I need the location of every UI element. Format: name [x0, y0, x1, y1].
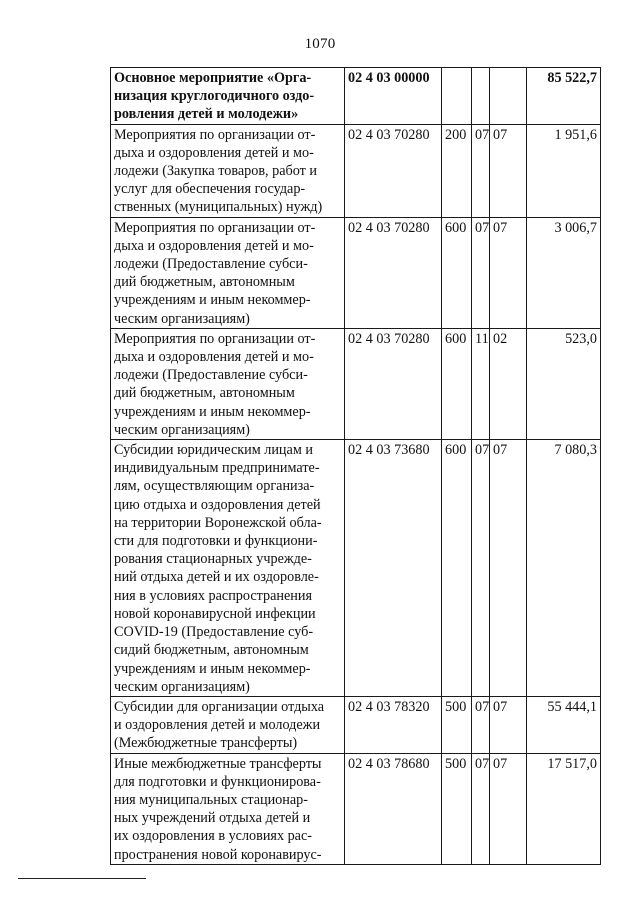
- table-row-main-activity: [111, 68, 601, 125]
- row-subsection: 07: [490, 124, 527, 217]
- row-section: [472, 68, 490, 125]
- row-code: 02 4 03 73680: [345, 440, 442, 697]
- row-expense-type: 500: [442, 696, 472, 753]
- row-section: 07: [472, 440, 490, 697]
- table-row: [111, 217, 601, 328]
- row-name: Субсидии для организации отдыха и оздоровления детей и молодежи (Межбюджетные трансферты): [111, 696, 345, 753]
- row-subsection: 07: [490, 753, 527, 864]
- row-section: 07: [472, 124, 490, 217]
- table-row: [111, 124, 601, 217]
- row-name: Иные межбюджетные трансферты для подготовки и функционирова- ния муниципальных стационар- ных учреждений отдыха детей и их оздоровления в условиях рас- пространения новой коронавирус-: [111, 753, 345, 864]
- row-expense-type: 500: [442, 753, 472, 864]
- footer-rule: [18, 878, 146, 879]
- row-sum: 523,0: [527, 328, 601, 439]
- row-sum: 1 951,6: [527, 124, 601, 217]
- row-expense-type: 200: [442, 124, 472, 217]
- row-subsection: 07: [490, 217, 527, 328]
- table-row: [111, 328, 601, 439]
- table-row: [111, 696, 601, 753]
- row-expense-type: 600: [442, 440, 472, 697]
- budget-table: [110, 67, 601, 865]
- row-code: 02 4 03 78680: [345, 753, 442, 864]
- row-sum: 3 006,7: [527, 217, 601, 328]
- table-row: [111, 753, 601, 864]
- row-sum: 55 444,1: [527, 696, 601, 753]
- row-code: 02 4 03 70280: [345, 328, 442, 439]
- row-section: 07: [472, 217, 490, 328]
- table-row: [111, 440, 601, 697]
- row-code: 02 4 03 78320: [345, 696, 442, 753]
- page-number: 1070: [304, 36, 336, 52]
- row-expense-type: 600: [442, 328, 472, 439]
- row-name: Мероприятия по организации от- дыха и оздоровления детей и мо- лодежи (Предоставление субси- дий бюджетным, автономным учреждениям и иным некоммер- ческим организациям): [111, 217, 345, 328]
- row-subsection: 07: [490, 440, 527, 697]
- row-name: Субсидии юридическим лицам и индивидуальным предпринимате- лям, осуществляющим организа- цию отдыха и оздоровления детей на территории Воронежской обла- сти для подготовки и функциони- рования стационарных учрежде- ний отдыха детей и их оздоровле- ния в условиях распространения новой коронавирусной инфекции COVID-19 (Предоставление суб- сидий бюджетным, автономным учреждениям и иным некоммер- ческим организациям): [111, 440, 345, 697]
- row-expense-type: [442, 68, 472, 125]
- row-name: Мероприятия по организации от- дыха и оздоровления детей и мо- лодежи (Закупка товаров, работ и услуг для обеспечения государ- ственных (муниципальных) нужд): [111, 124, 345, 217]
- row-code: 02 4 03 00000: [345, 68, 442, 125]
- row-code: 02 4 03 70280: [345, 124, 442, 217]
- row-section: 07: [472, 753, 490, 864]
- row-subsection: [490, 68, 527, 125]
- row-sum: 85 522,7: [527, 68, 601, 125]
- row-name: Мероприятия по организации от- дыха и оздоровления детей и мо- лодежи (Предоставление субси- дий бюджетным, автономным учреждениям и иным некоммер- ческим организациям): [111, 328, 345, 439]
- row-code: 02 4 03 70280: [345, 217, 442, 328]
- row-subsection: 02: [490, 328, 527, 439]
- row-expense-type: 600: [442, 217, 472, 328]
- row-name: Основное мероприятие «Орга- низация круглогодичного оздо- ровления детей и молодежи»: [111, 68, 345, 125]
- row-section: 07: [472, 696, 490, 753]
- row-sum: 7 080,3: [527, 440, 601, 697]
- row-section: 11: [472, 328, 490, 439]
- row-sum: 17 517,0: [527, 753, 601, 864]
- row-subsection: 07: [490, 696, 527, 753]
